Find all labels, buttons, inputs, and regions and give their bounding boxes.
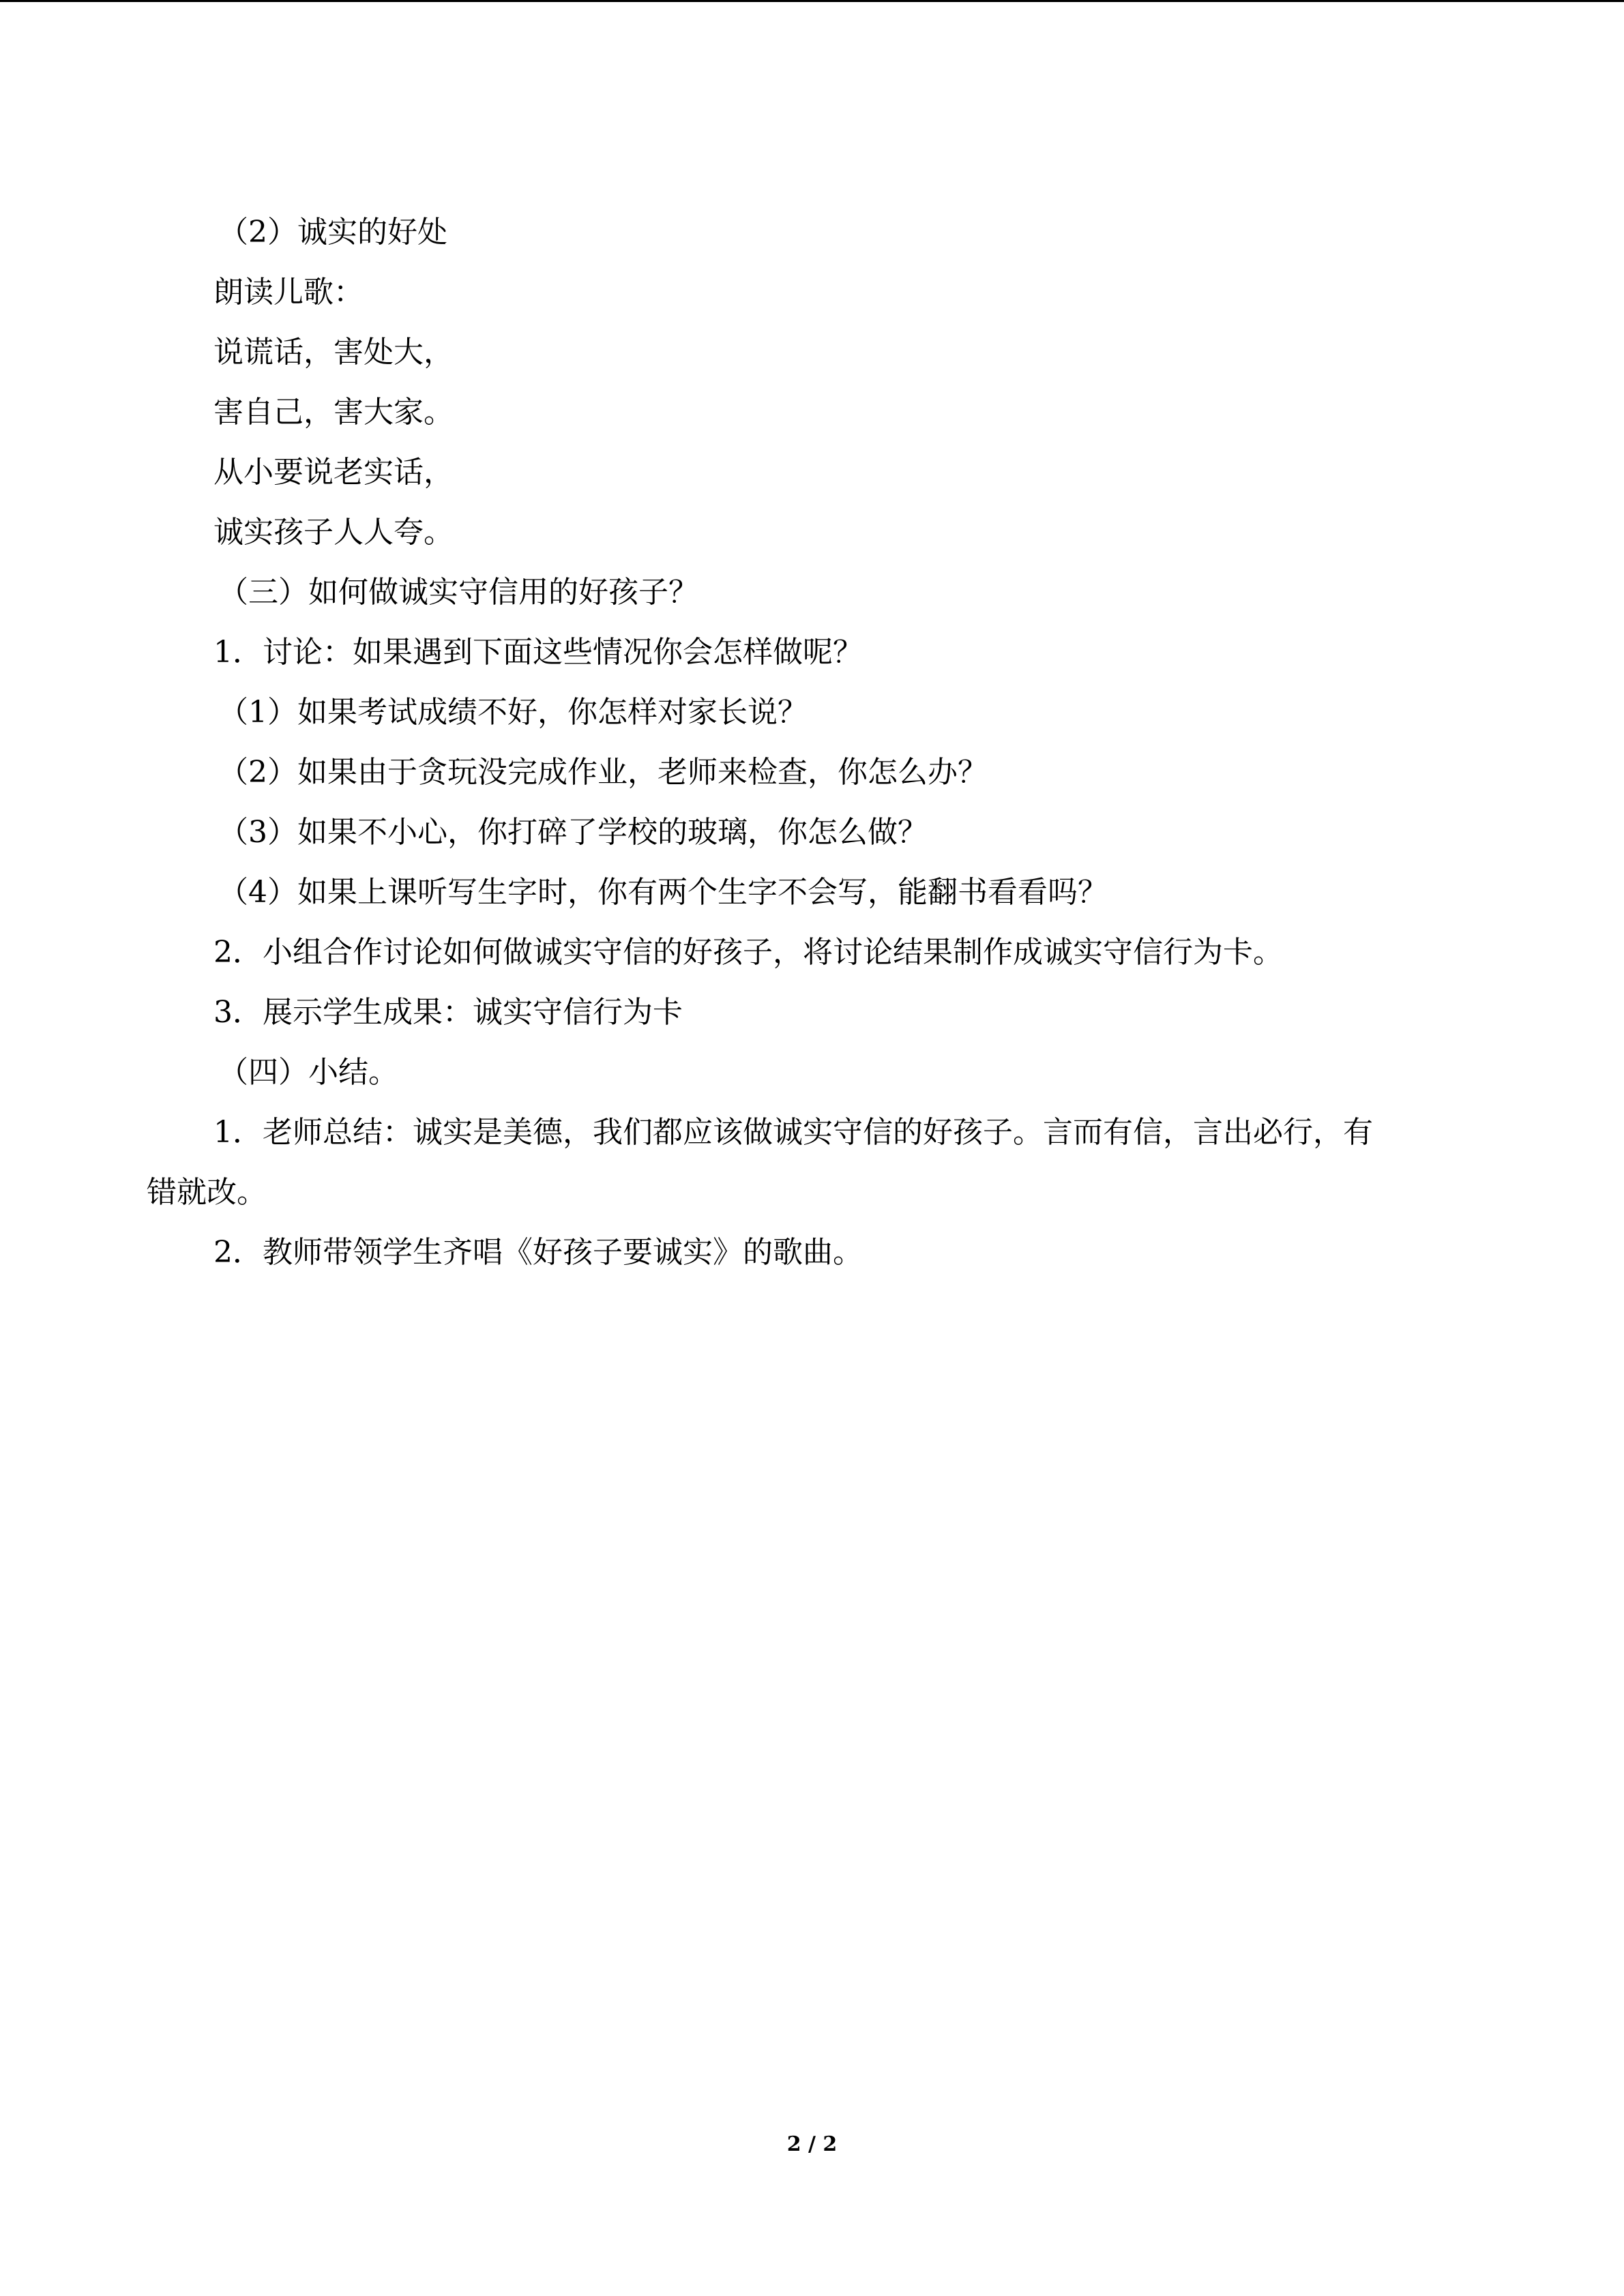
subheading-benefits: （2）诚实的好处	[218, 215, 447, 250]
poem-line: 诚实孩子人人夸。	[213, 515, 454, 550]
list-item: （1）如果考试成绩不好，你怎样对家长说？	[218, 695, 808, 730]
paragraph-line: 朗读儿歌：	[213, 275, 364, 310]
list-item: 1．老师总结：诚实是美德，我们都应该做诚实守信的好孩子。言而有信，言出必行，有	[213, 1115, 1373, 1150]
poem-line: 说谎话，害处大，	[213, 335, 454, 370]
section-heading: （四）小结。	[218, 1055, 398, 1090]
list-item: 2．教师带领学生齐唱《好孩子要诚实》的歌曲。	[213, 1235, 863, 1270]
poem-line: 从小要说老实话，	[213, 455, 454, 490]
section-heading: （三）如何做诚实守信用的好孩子？	[218, 575, 698, 610]
list-item: 2．小组合作讨论如何做诚实守信的好孩子，将讨论结果制作成诚实守信行为卡。	[213, 935, 1283, 970]
list-item: 1．讨论：如果遇到下面这些情况你会怎样做呢？	[213, 635, 863, 670]
list-item: （2）如果由于贪玩没完成作业，老师来检查，你怎么办？	[218, 755, 988, 790]
list-item: （4）如果上课听写生字时，你有两个生字不会写，能翻书看看吗？	[218, 875, 1108, 910]
list-item: 3．展示学生成果：诚实守信行为卡	[213, 995, 683, 1030]
list-item-continuation: 错就改。	[147, 1175, 267, 1210]
list-item: （3）如果不小心，你打碎了学校的玻璃，你怎么做？	[218, 815, 928, 850]
page-number: 2 / 2	[786, 2132, 838, 2156]
poem-line: 害自己，害大家。	[213, 395, 454, 430]
